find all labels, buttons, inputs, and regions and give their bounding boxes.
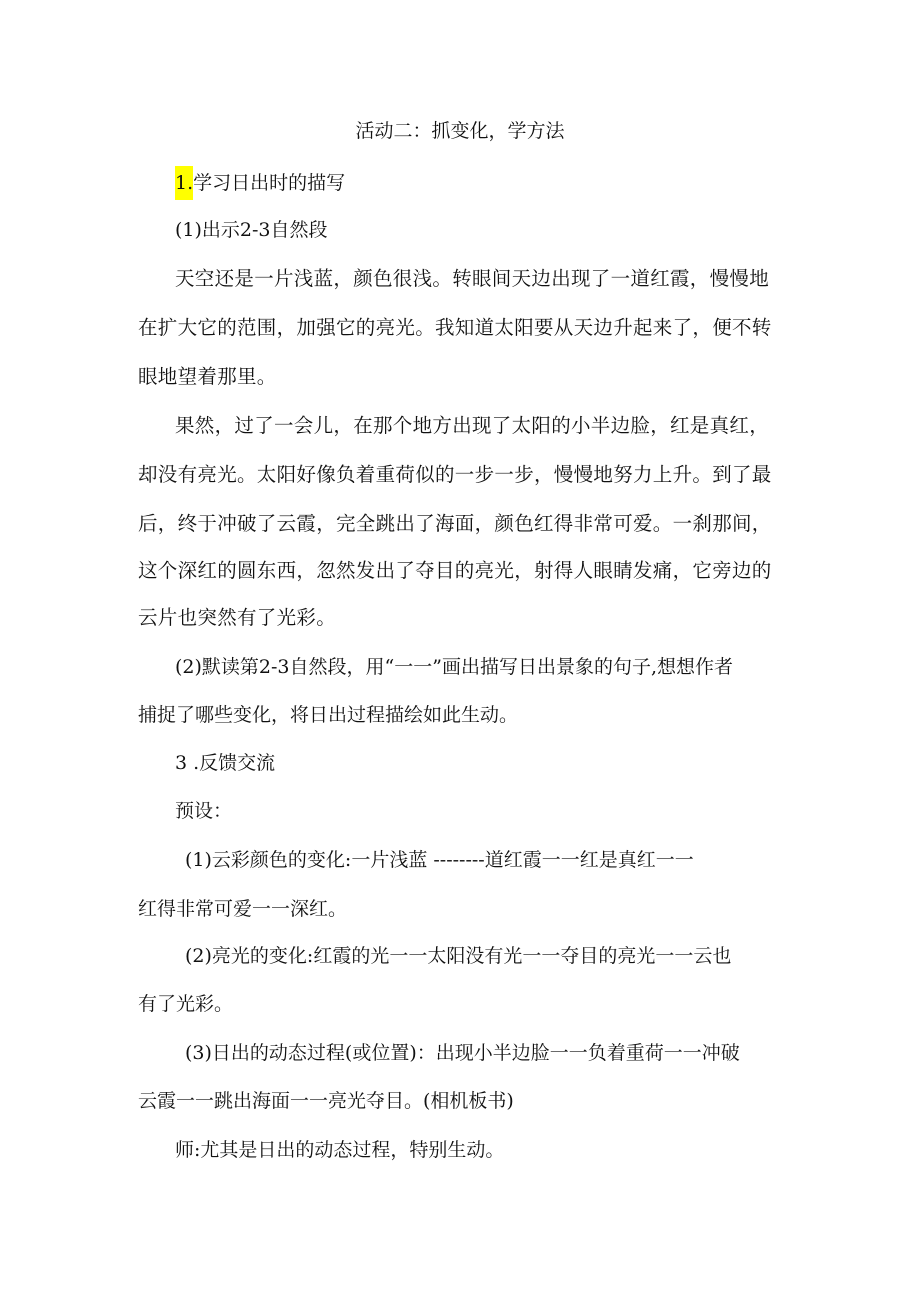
answer-1-line-1: (1)云彩颜色的变化:一片浅蓝 --------道红霞一一红是真红一一 — [185, 849, 694, 871]
answer-3-line-1: (3)日出的动态过程(或位置)：出现小半边脸一一负着重荷一一冲破 — [185, 1042, 740, 1064]
passage2-line-3: 后，终于冲破了云霞，完全跳出了海面，颜色红得非常可爱。一刹那间， — [138, 512, 772, 535]
section-heading-3: 3 .反馈交流 — [175, 752, 276, 774]
answer-1-line-2: 红得非常可爱一一深红。 — [138, 898, 348, 920]
passage2-line-5: 云片也突然有了光彩。 — [138, 606, 337, 629]
passage2-line-1: 果然，过了一会儿，在那个地方出现了太阳的小半边脸，红是真红， — [175, 414, 770, 437]
answer-2-line-2: 有了光彩。 — [138, 993, 234, 1015]
highlighted-number: 1. — [175, 166, 193, 200]
passage2-line-2: 却没有亮光。太阳好像负着重荷似的一步一步，慢慢地努力上升。到了最 — [138, 463, 772, 486]
preset-label: 预设： — [175, 800, 233, 822]
page-title: 活动二：抓变化，学方法 — [355, 120, 565, 142]
passage1-line-2: 在扩大它的范围，加强它的亮光。我知道太阳要从天边升起来了，便不转 — [138, 316, 772, 339]
teacher-remark: 师:尤其是日出的动态过程，特别生动。 — [175, 1139, 505, 1161]
item-2-line-2: 捕捉了哪些变化，将日出过程描绘如此生动。 — [138, 704, 519, 726]
section-heading-text: 学习日出时的描写 — [193, 172, 346, 194]
answer-3-line-2: 云霞一一跳出海面一一亮光夺目。(相机板书) — [138, 1090, 514, 1112]
item-1: (1)出示2-3自然段 — [175, 219, 328, 241]
passage2-line-4: 这个深红的圆东西，忽然发出了夺目的亮光，射得人眼睛发痛，它旁边的 — [138, 559, 772, 582]
passage1-line-3: 眼地望着那里。 — [138, 365, 277, 388]
section-heading-1 — [175, 166, 345, 200]
answer-2-line-1: (2)亮光的变化:红霞的光一一太阳没有光一一夺目的亮光一一云也 — [185, 945, 732, 967]
passage1-line-1: 天空还是一片浅蓝，颜色很浅。转眼间天边出现了一道红霞，慢慢地 — [175, 267, 770, 290]
item-2-line-1: (2)默读第2-3自然段，用“一一”画出描写日出景象的句子,想想作者 — [175, 656, 733, 678]
